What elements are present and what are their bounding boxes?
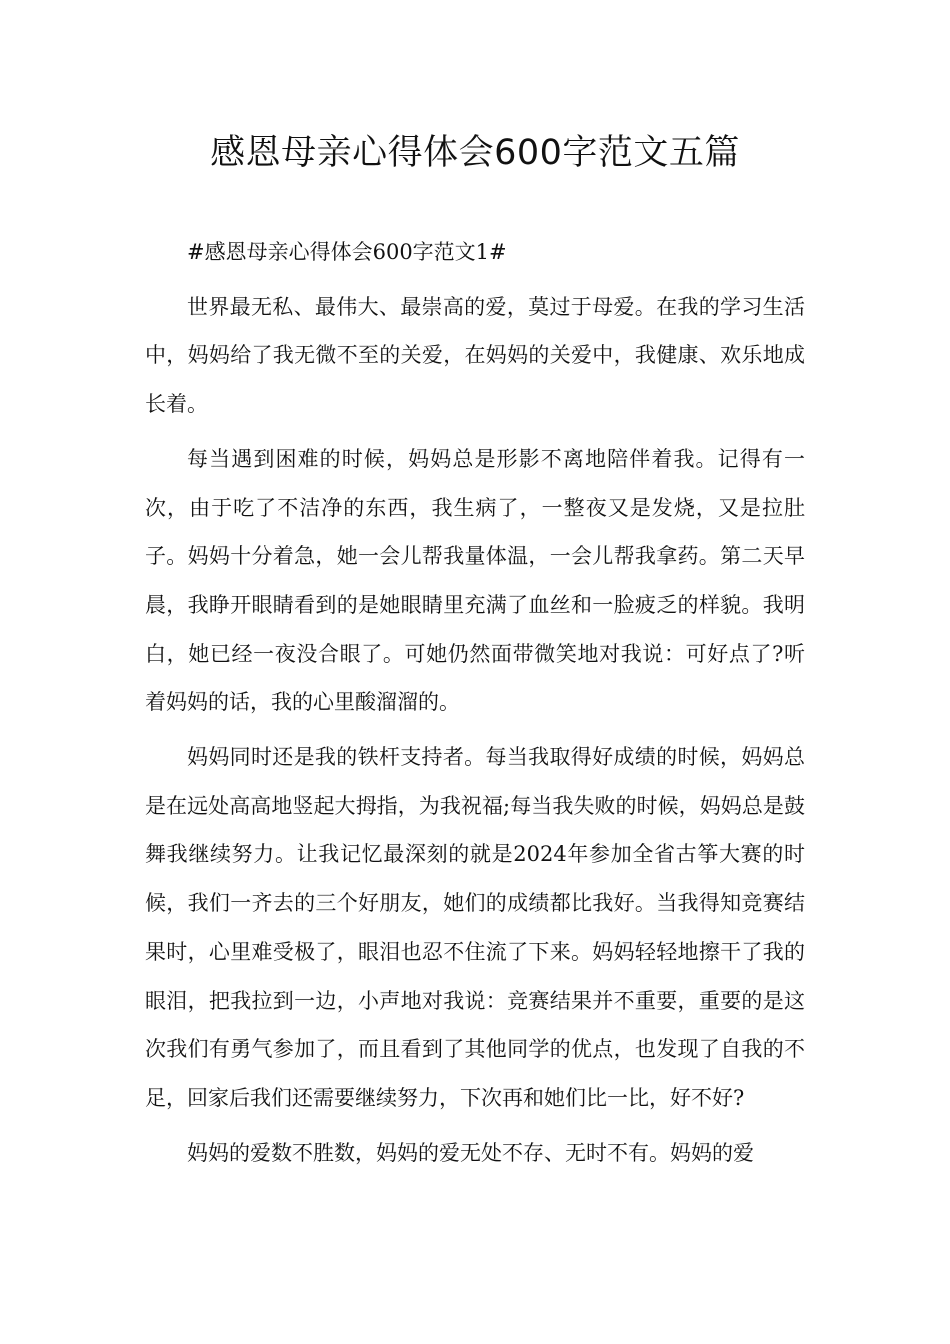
section-heading: #感恩母亲心得体会600字范文1# [187, 240, 507, 264]
document-body [145, 228, 805, 1183]
document-title: 感恩母亲心得体会600字范文五篇 [210, 133, 740, 173]
paragraph: 世界最无私、最伟大、最崇高的爱，莫过于母爱。在我的学习生活中，妈妈给了我无微不至的关爱，在妈妈的关爱中，我健康、欢乐地成长着。 [145, 294, 805, 417]
paragraph: 每当遇到困难的时候，妈妈总是形影不离地陪伴着我。记得有一次，由于吃了不洁净的东西，我生病了，一整夜又是发烧，又是拉肚子。妈妈十分着急，她一会儿帮我量体温，一会儿帮我拿药。第二天早晨，我睁开眼睛看到的是她眼睛里充满了血丝和一脸疲乏的样貌。我明白，她已经一夜没合眼了。可她仍然面带微笑地对我说：可好点了?听着妈妈的话，我的心里酸溜溜的。 [145, 446, 805, 715]
paragraph: 妈妈的爱数不胜数，妈妈的爱无处不存、无时不有。妈妈的爱 [187, 1140, 754, 1165]
paragraph: 妈妈同时还是我的铁杆支持者。每当我取得好成绩的时候，妈妈总是在远处高高地竖起大拇指，为我祝福;每当我失败的时候，妈妈总是鼓舞我继续努力。让我记忆最深刻的就是2024年参加全省古筝大赛的时候，我们一齐去的三个好朋友，她们的成绩都比我好。当我得知竞赛结果时，心里难受极了，眼泪也忍不住流了下来。妈妈轻轻地擦干了我的眼泪，把我拉到一边，小声地对我说：竞赛结果并不重要，重要的是这次我们有勇气参加了，而且看到了其他同学的优点，也发现了自我的不足，回家后我们还需要继续努力，下次再和她们比一比，好不好? [145, 745, 805, 1110]
